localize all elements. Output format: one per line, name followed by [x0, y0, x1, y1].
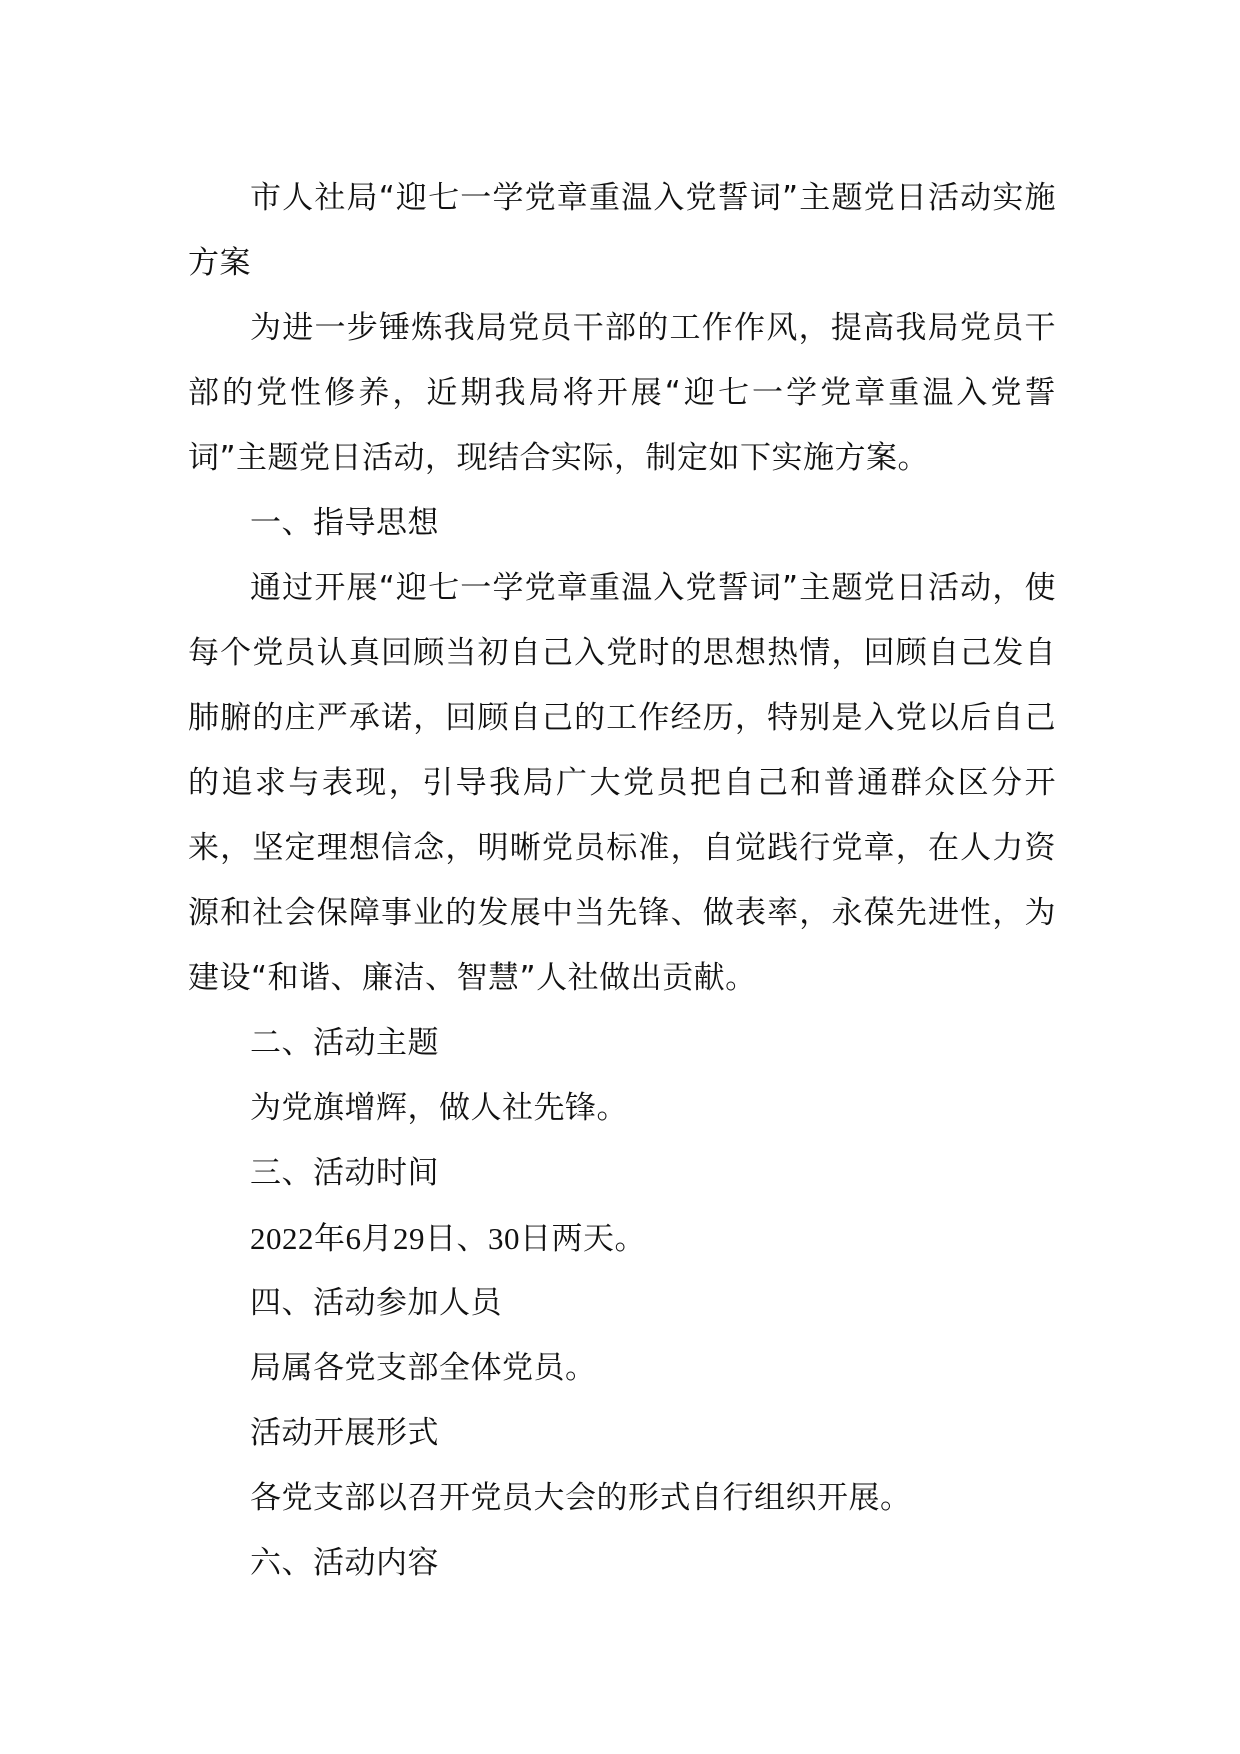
section-heading-activity-format: 活动开展形式	[250, 1415, 439, 1451]
section-body-participants: 局属各党支部全体党员。	[250, 1350, 597, 1386]
section-heading-activity-time: 三、活动时间	[250, 1155, 439, 1191]
document-title: 市人社局“迎七一学党章重温入党誓词”主题党日活动实施方案	[188, 180, 1056, 281]
section-body-activity-time: 2022年6月29日、30日两天。	[250, 1221, 646, 1256]
section-body-activity-theme: 为党旗增辉，做人社先锋。	[250, 1090, 628, 1126]
section-body-activity-format: 各党支部以召开党员大会的形式自行组织开展。	[250, 1480, 912, 1516]
section-heading-activity-content: 六、活动内容	[250, 1545, 439, 1581]
section-heading-guiding-thought: 一、指导思想	[250, 505, 439, 541]
section-heading-participants: 四、活动参加人员	[250, 1285, 502, 1321]
section-heading-activity-theme: 二、活动主题	[250, 1025, 439, 1061]
intro-paragraph: 为进一步锤炼我局党员干部的工作作风，提高我局党员干部的党性修养，近期我局将开展“迎七一学党章重温入党誓词”主题党日活动，现结合实际，制定如下实施方案。	[188, 310, 1056, 476]
section-body-guiding-thought: 通过开展“迎七一学党章重温入党誓词”主题党日活动，使每个党员认真回顾当初自己入党时的思想热情，回顾自己发自肺腑的庄严承诺，回顾自己的工作经历，特别是入党以后自己的追求与表现，引导我局广大党员把自己和普通群众区分开来，坚定理想信念，明晰党员标准，自觉践行党章，在人力资源和社会保障事业的发展中当先锋、做表率，永葆先进性，为建设“和谐、廉洁、智慧”人社做出贡献。	[188, 570, 1056, 996]
document-body	[188, 166, 1056, 1596]
